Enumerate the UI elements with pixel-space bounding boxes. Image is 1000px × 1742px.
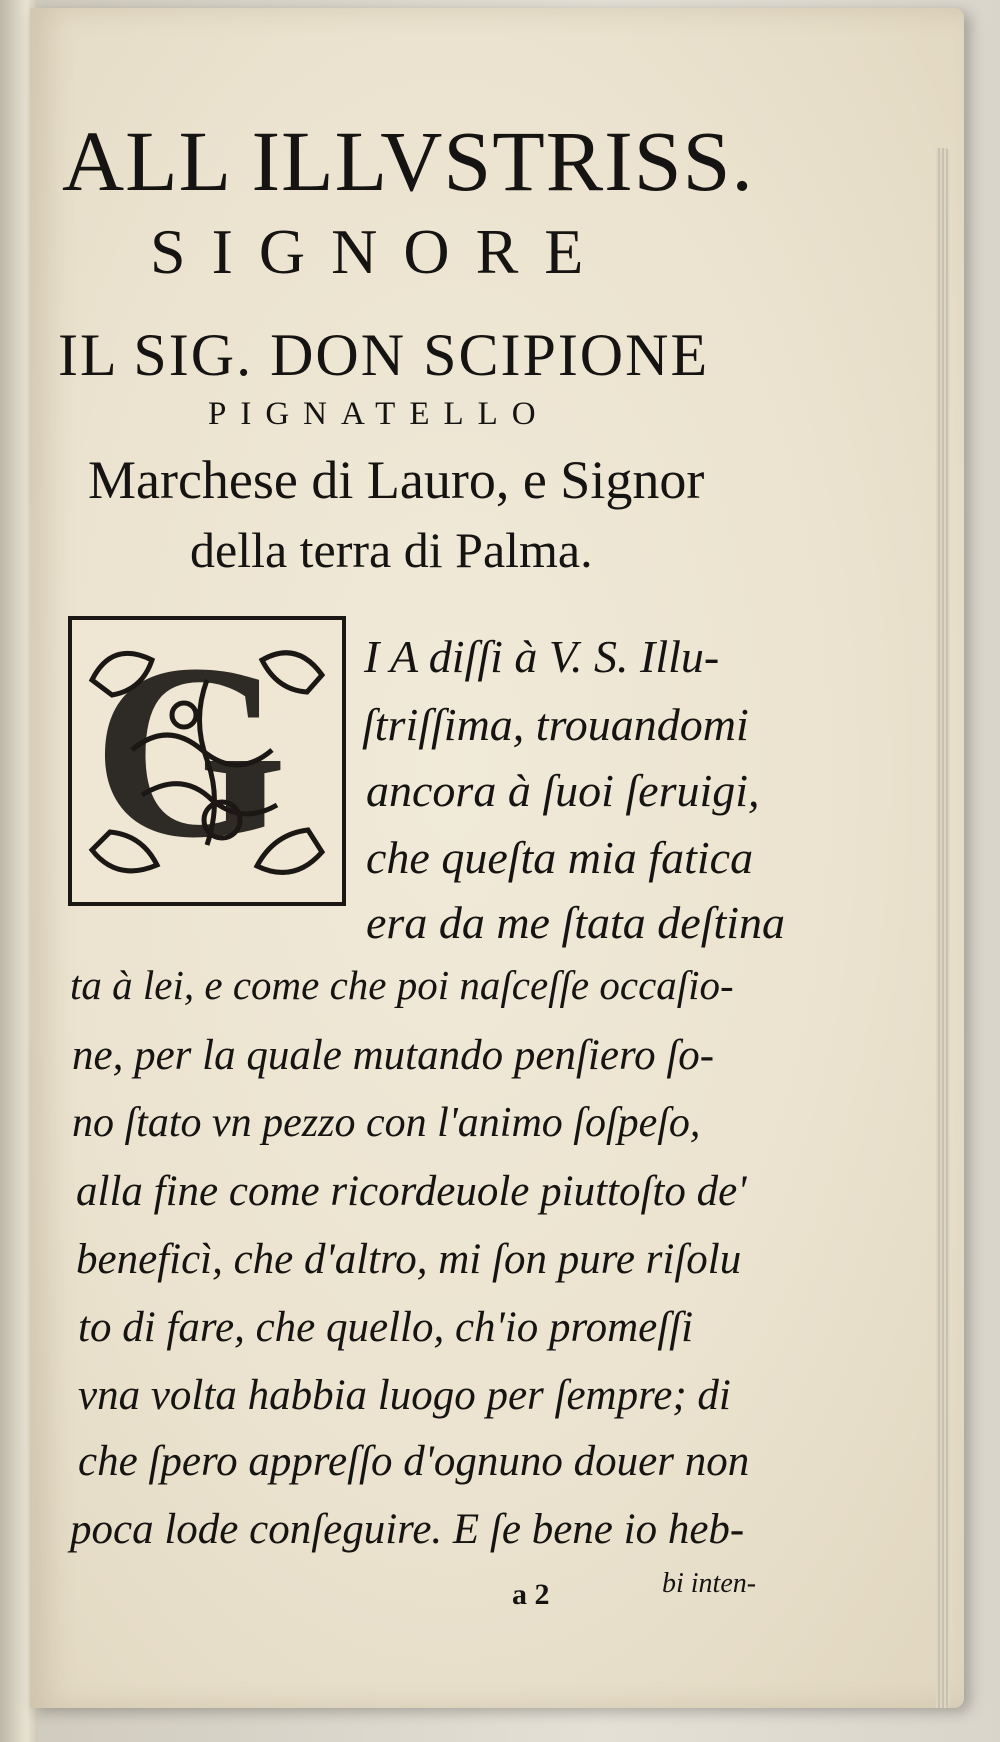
catchword: bi inten- [662,1568,757,1599]
body-line: era da me ſtata deſtina [366,897,786,948]
decorated-initial-icon [68,616,346,906]
body-line: che queſta mia fatica [366,832,754,883]
title-line-3: IL SIG. DON SCIPIONE [58,322,710,388]
body-line: no ſtato vn pezzo con l'animo ſoſpeſo, [72,1100,701,1146]
body-line: ta à lei, e come che poi naſceſſe occaſio- [70,962,734,1008]
title-line-4: PIGNATELLO [208,396,550,432]
signature-mark: a 2 [512,1578,550,1611]
body-line: to di fare, che quello, ch'io promeſſi [78,1304,694,1351]
page-stack-edge [936,148,950,1708]
title-line-2: SIGNORE [150,216,610,287]
title-line-1: ALL ILLVSTRISS. [62,113,754,209]
title-line-6: della terra di Palma. [190,522,593,578]
body-line: vna volta habbia luogo per ſempre; di [78,1372,731,1419]
body-line: ne, per la quale mutando penſiero ſo- [72,1032,715,1079]
body-line: che ſpero appreſſo d'ognuno douer non [78,1438,750,1485]
body-line: alla fine come ricordeuole piuttoſto de' [76,1168,747,1215]
body-line: ancora à ſuoi ſeruigi, [366,765,760,816]
title-line-5: Marchese di Lauro, e Signor [88,450,705,510]
body-line: I A diſſi à V. S. Illu- [364,631,720,682]
body-line: poca lode conſeguire. E ſe bene io heb- [70,1506,745,1553]
body-line: beneficì, che d'altro, mi ſon pure riſolu [76,1236,742,1283]
drop-cap-letter: G [92,620,288,890]
body-line: ſtriſſima, trouandomi [362,699,749,750]
